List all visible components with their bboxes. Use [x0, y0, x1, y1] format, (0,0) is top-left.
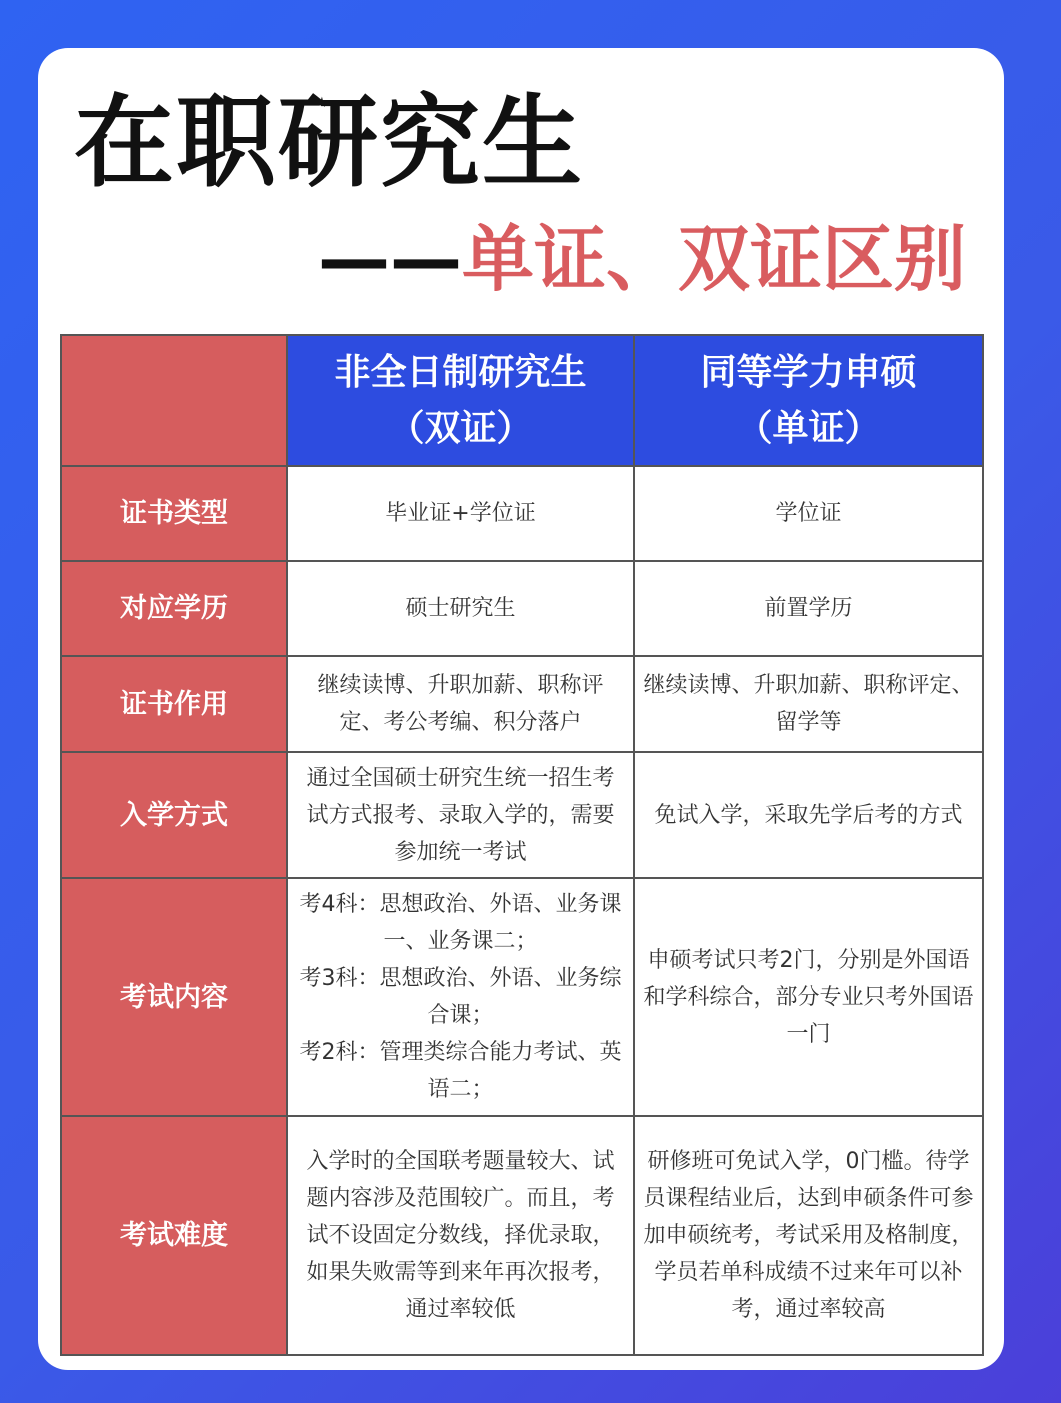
table-row: [61, 561, 983, 656]
column-header-full-time: [287, 335, 634, 466]
page-subtitle: [318, 218, 966, 300]
cell-equivalent: 研修班可免试入学，0门槛。待学员课程结业后，达到申硕条件可参加申硕统考，考试采用及格制度，学员若单科成绩不过来年可以补考，通过率较高: [634, 1116, 983, 1355]
page-title: 在职研究生: [74, 84, 584, 201]
column-header-tag: （双证）: [388, 407, 533, 449]
cell-full-time: 通过全国硕士研究生统一招生考试方式报考、录取入学的，需要参加统一考试: [287, 752, 634, 878]
subtitle-text: 单证、双证区别: [462, 217, 967, 301]
cell-full-time: [287, 878, 634, 1116]
row-label-exam-content: 考试内容: [61, 878, 287, 1116]
cell-full-time: 毕业证+学位证: [287, 466, 634, 561]
comparison-table: [60, 334, 984, 1356]
row-label-certificate-use: 证书作用: [61, 656, 287, 752]
column-header-name: 同等学力申硕: [700, 351, 917, 393]
cell-equivalent: 学位证: [634, 466, 983, 561]
row-label-education-level: 对应学历: [61, 561, 287, 656]
cell-equivalent: 免试入学，采取先学后考的方式: [634, 752, 983, 878]
cell-equivalent: 前置学历: [634, 561, 983, 656]
table-row: [61, 752, 983, 878]
column-header-tag: （单证）: [736, 407, 881, 449]
row-label-admission-method: 入学方式: [61, 752, 287, 878]
exam-content-line: 考2科：管理类综合能力考试、英语二；: [299, 1040, 622, 1102]
row-label-certificate-type: 证书类型: [61, 466, 287, 561]
table-corner-cell: [61, 335, 287, 466]
exam-content-line: 考4科：思想政治、外语、业务课一、业务课二；: [299, 892, 622, 954]
table-row: [61, 878, 983, 1116]
cell-full-time: 入学时的全国联考题量较大、试题内容涉及范围较广。而且，考试不设固定分数线，择优录取，如果失败需等到来年再次报考，通过率较低: [287, 1116, 634, 1355]
cell-full-time: 硕士研究生: [287, 561, 634, 656]
cell-equivalent: 继续读博、升职加薪、职称评定、留学等: [634, 656, 983, 752]
table-row: [61, 1116, 983, 1355]
cell-full-time: 继续读博、升职加薪、职称评定、考公考编、积分落户: [287, 656, 634, 752]
column-header-equivalent: [634, 335, 983, 466]
row-label-exam-difficulty: 考试难度: [61, 1116, 287, 1355]
cell-equivalent: 申硕考试只考2门，分别是外国语和学科综合，部分专业只考外国语一门: [634, 878, 983, 1116]
table-row: [61, 466, 983, 561]
table-header-row: [61, 335, 983, 466]
column-header-name: 非全日制研究生: [334, 351, 587, 393]
table-row: [61, 656, 983, 752]
exam-content-line: 考3科：思想政治、外语、业务综合课；: [299, 966, 622, 1028]
subtitle-dash: ——: [318, 217, 462, 301]
